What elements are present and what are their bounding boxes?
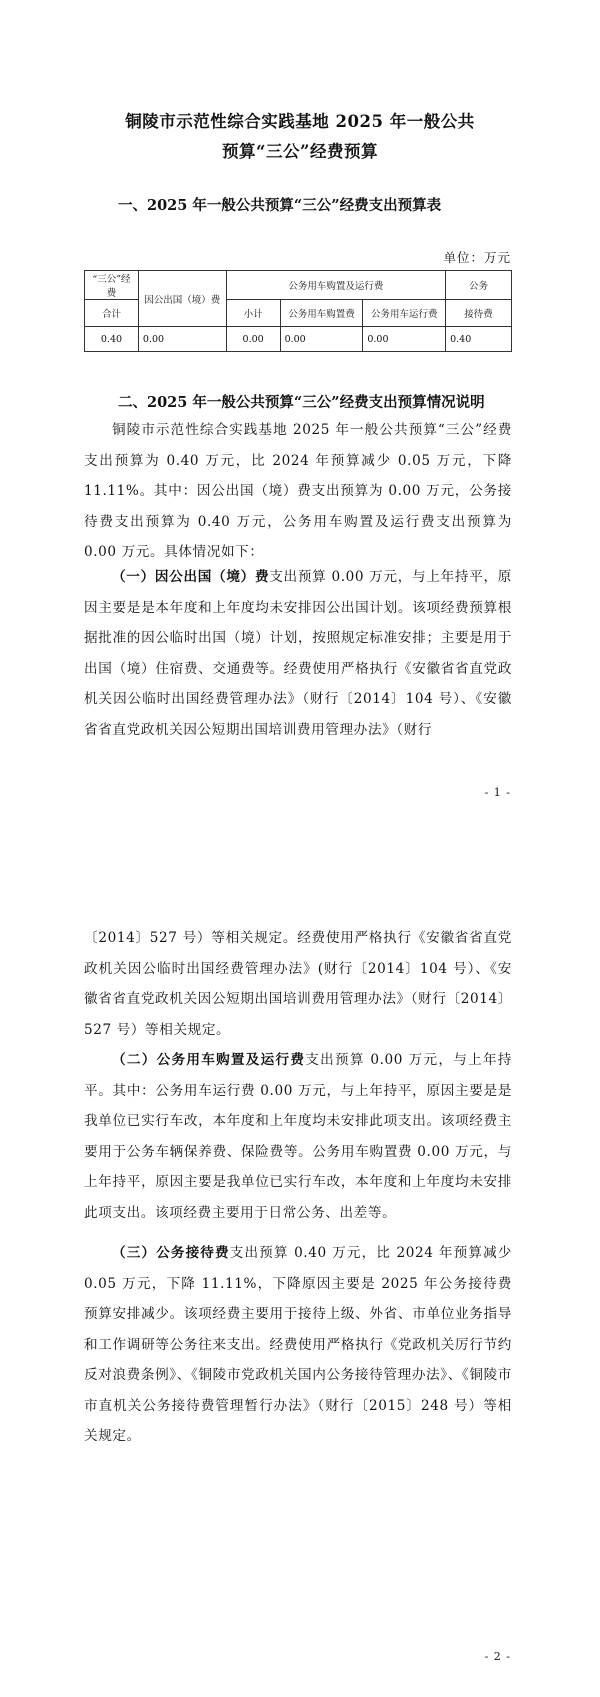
item2-paragraph — [84, 1045, 512, 1228]
item1-continuation: 〔2014〕527 号）等相关规定。经费使用严格执行《安徽省省直党政机关因公临时出国经费管理办法》(财行〔2014〕104 号）、《安徽省省直党政机关因公短期出国培训费用管理办法》（财行〔2014〕527 号）等相关规定。 — [84, 930, 512, 1038]
item3-paragraph — [84, 1238, 512, 1452]
header-reception-top: 公务 — [446, 271, 512, 300]
header-subtotal: 小计 — [226, 300, 280, 327]
header-operation: 公务用车运行费 — [363, 300, 446, 327]
document-title-line1: 铜陵市示范性综合实践基地 2025 年一般公共 — [125, 112, 475, 131]
header-sangong-bottom: 合计 — [85, 300, 139, 327]
item3-text: 支出预算 0.40 万元，比 2024 年预算减少 0.05 万元，下降 11.11%，下降原因主要是 2025 年公务接待费预算安排减少。该项经费主要用于接待上级、外省、市单位业务指导和工作调研等公务往来支出。经费使用严格执行《党政机关厉行节约反对浪费条例》、《铜陵市党政机关国内公务接待管理办法》、《铜陵市市直机关公务接待费管理暂行办法》（财行〔2015〕248 号）等相关规定。 — [84, 1245, 512, 1444]
value-subtotal: 0.00 — [226, 327, 280, 352]
page-number-1: - 1 - — [484, 786, 511, 799]
header-abroad: 因公出国（境）费 — [138, 271, 226, 327]
item1-paragraph — [84, 562, 512, 745]
header-reception-bottom: 接待费 — [446, 300, 512, 327]
section2-intro: 铜陵市示范性综合实践基地 2025 年一般公共预算“三公”经费支出预算为 0.40 万元，比 2024 年预算减少 0.05 万元，下降 11.11%。其中：因公出国（境）费支出预算为 0.00 万元，公务接待费支出预算为 0.40 万元，公务用车购置及运行费支出预算为 0.00 万元。具体情况如下： — [84, 422, 512, 560]
item1-text: 支出预算 0.00 万元，与上年持平，原因主要是是本年度和上年度均未安排因公出国计划。该项经费预算根据批准的因公临时出国（境）计划，按照规定标准安排；主要是用于出国（境）住宿费、交通费等。经费使用严格执行《安徽省省直党政机关因公临时出国经费管理办法》（财行〔2014〕104 号）、《安徽省省直党政机关因公短期出国培训费用管理办法》（财行 — [84, 569, 512, 738]
item3-label: （三）公务接待费 — [112, 1245, 230, 1261]
page-number-2: - 2 - — [484, 1650, 511, 1663]
table-unit: 单位：万元 — [443, 250, 511, 265]
item2-text: 支出预算 0.00 万元，与上年持平。其中：公务用车运行费 0.00 万元，与上年持平，原因主要是是我单位已实行车改，本年度和上年度均未安排此项支出。该项经费主要用于公务车辆保养费、保险费等。公务用车购置费 0.00 万元，与上年持平，原因主要是我单位已实行车改，本年度和上年度均未安排此项支出。该项经费主要用于日常公务、出差等。 — [84, 1052, 512, 1221]
header-vehicle-group: 公务用车购置及运行费 — [226, 271, 445, 300]
value-purchase: 0.00 — [280, 327, 363, 352]
value-reception: 0.40 — [446, 327, 512, 352]
value-operation: 0.00 — [363, 327, 446, 352]
section1-heading: 一、2025 年一般公共预算“三公”经费支出预算表 — [118, 197, 442, 214]
section2-heading: 二、2025 年一般公共预算“三公”经费支出预算情况说明 — [118, 394, 485, 411]
item1-label: （一）因公出国（境）费 — [112, 569, 270, 585]
value-total: 0.40 — [85, 327, 139, 352]
item2-label: （二）公务用车购置及运行费 — [112, 1052, 306, 1068]
header-sangong-top: “三公”经费 — [85, 271, 139, 300]
budget-table — [84, 270, 512, 352]
header-purchase: 公务用车购置费 — [280, 300, 363, 327]
value-abroad: 0.00 — [138, 327, 226, 352]
document-title-line2: 预算“三公”经费预算 — [222, 142, 378, 161]
